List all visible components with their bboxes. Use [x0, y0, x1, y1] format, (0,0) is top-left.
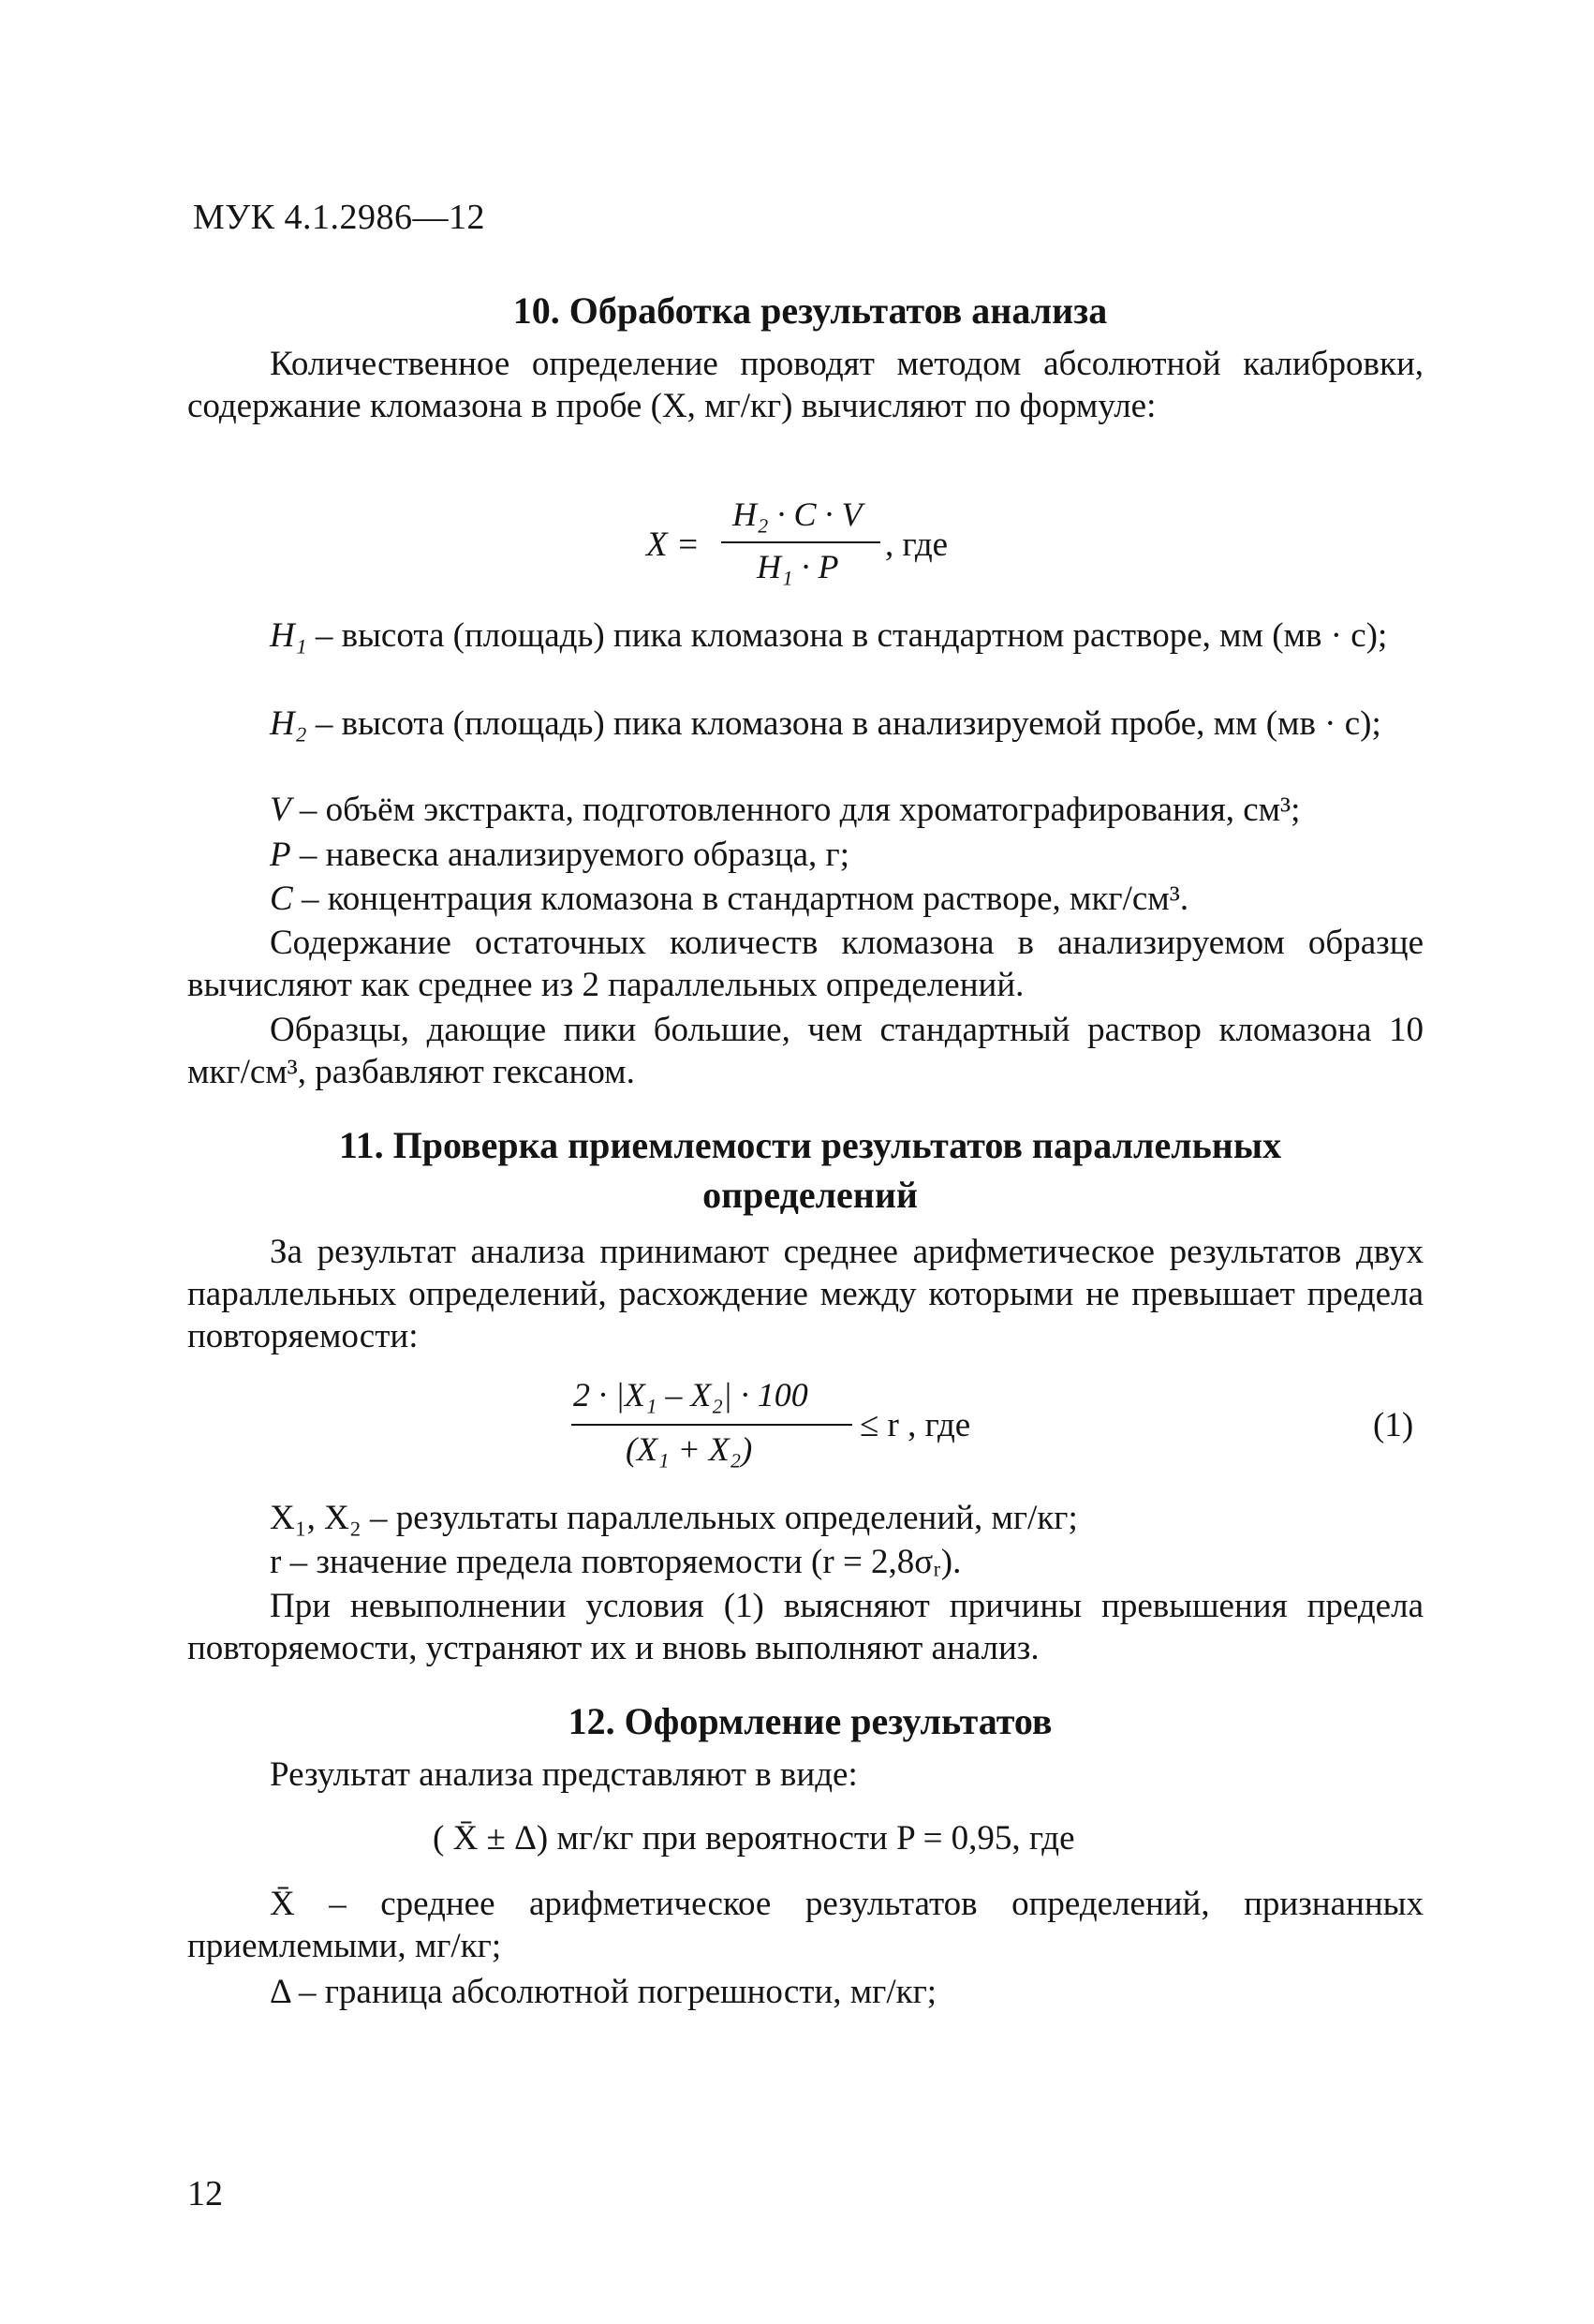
section-10-para-3 [187, 1009, 1424, 1093]
formula-x-bar [721, 541, 880, 543]
section-11-para-text: При невыполнении условия (1) выясняют причины превышения предела повторяемости, устраняют их и вновь выполняют анализ. [187, 1587, 1424, 1667]
def-x-bar [187, 1883, 1424, 1967]
def-c [187, 878, 1424, 920]
def-x-bar-text: X̄ – среднее арифметическое результатов определений, признанных приемлемыми, мг/кг; [187, 1885, 1424, 1965]
def-x1-x2-text: X₁, X₂ – результаты параллельных определений, мг/кг; [270, 1499, 1078, 1537]
section-12-intro [187, 1754, 1424, 1796]
formula-repeatability-denominator: (X₁ + X₂) [626, 1430, 753, 1468]
formula-repeatability-bar [571, 1424, 852, 1426]
formula-x-suffix: , где [885, 525, 949, 564]
def-v-symbol: V [270, 791, 291, 829]
def-r [187, 1541, 1424, 1583]
section-11-title-line-2: определений [702, 1174, 918, 1216]
result-formula: ( X̄ ± Δ) мг/кг при вероятности P = 0,95, где [433, 1819, 1075, 1858]
def-v-text: – объём экстракта, подготовленного для хроматографирования, см³; [290, 791, 1301, 829]
section-10-para-2-text: Содержание остаточных количеств кломазона в анализируемом образце вычисляют как среднее из 2 параллельных определений. [187, 924, 1424, 1004]
def-h1-text: – высота (площадь) пика кломазона в стандартном растворе, мм (мв · с); [306, 616, 1388, 655]
def-c-symbol: C [270, 880, 293, 918]
def-h2-text: – высота (площадь) пика кломазона в анализируемой пробе, мм (мв · с); [306, 704, 1381, 743]
def-p [187, 834, 1424, 876]
document-code-header: МУК 4.1.2986—12 [193, 198, 486, 237]
section-10-intro-text: Количественное определение проводят методом абсолютной калибровки, содержание кломазона в пробе (X, мг/кг) вычисляют по формуле: [187, 345, 1424, 425]
formula-x-denominator: H₁ · P [757, 548, 839, 585]
page-number: 12 [187, 2174, 223, 2213]
section-10-title: 10. Обработка результатов анализа [512, 289, 1108, 332]
section-12-intro-text: Результат анализа представляют в виде: [270, 1755, 858, 1794]
formula-x-numerator: H₂ · C · V [732, 496, 863, 533]
section-10-para-3-text: Образцы, дающие пики большие, чем стандартный раствор кломазона 10 мкг/см³, разбавляют гексаном. [187, 1011, 1424, 1091]
formula-x-lhs: X = [646, 525, 700, 564]
def-h2 [187, 703, 1424, 745]
section-11-intro [187, 1231, 1424, 1357]
def-p-symbol: P [270, 836, 291, 874]
def-delta [187, 1971, 1424, 2013]
section-11-para [187, 1585, 1424, 1669]
def-c-text: – концентрация кломазона в стандартном растворе, мкг/см³. [292, 880, 1189, 918]
section-11-intro-text: За результат анализа принимают среднее арифметическое результатов двух параллельных определений, расхождение между которыми не превышает предела повторяемости: [187, 1233, 1424, 1355]
formula-repeatability-numerator: 2 · |X₁ – X₂| · 100 [573, 1376, 808, 1414]
formula-repeatability-suffix: ≤ r , где [860, 1406, 971, 1444]
def-h1 [187, 614, 1424, 657]
def-delta-text: Δ – граница абсолютной погрешности, мг/кг; [270, 1973, 937, 2011]
def-h1-symbol: H₁ [270, 616, 307, 655]
section-10-para-2 [187, 922, 1424, 1006]
section-12-title: 12. Оформление результатов [568, 1700, 1053, 1742]
formula-number: (1) [1373, 1406, 1414, 1444]
section-10-intro [187, 343, 1424, 427]
def-p-text: – навеска анализируемого образца, г; [290, 836, 849, 874]
def-h2-symbol: H₂ [270, 704, 307, 743]
formula-x-fraction [721, 495, 880, 588]
def-r-text: r – значение предела повторяемости (r = 2,8σᵣ). [270, 1543, 962, 1581]
def-x1-x2 [187, 1497, 1424, 1539]
formula-repeatability-fraction [571, 1375, 862, 1478]
def-v [187, 789, 1424, 831]
section-11-title-line-1: 11. Проверка приемлемости результатов параллельных [338, 1124, 1282, 1166]
